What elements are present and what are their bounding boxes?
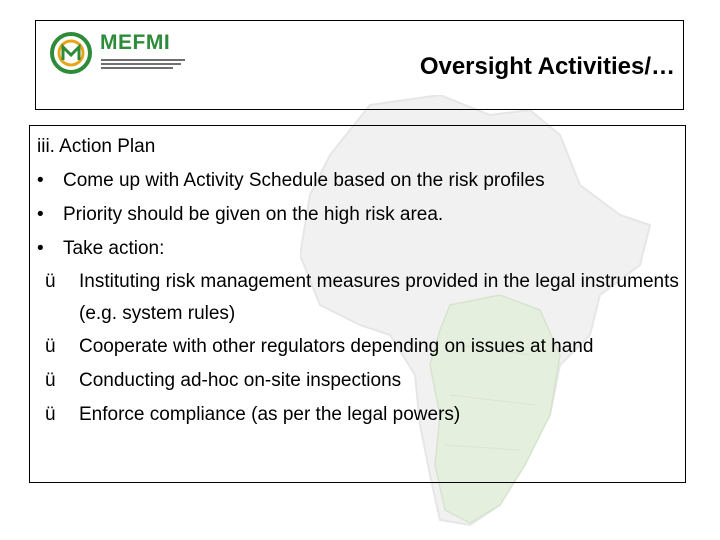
checkmark-icon: ü [45,336,56,357]
bullet-icon: • [37,170,44,191]
content-body [37,130,682,432]
header-box [35,20,684,110]
checkmark-icon: ü [45,370,56,391]
bullet-text: Come up with Activity Schedule based on the risk profiles [63,170,545,191]
check-item [37,266,682,330]
check-item [37,330,682,364]
check-item [37,364,682,398]
check-item [37,398,682,432]
slide-title: Oversight Activities/… [419,53,675,80]
bullet-icon: • [37,238,44,259]
check-text: Enforce compliance (as per the legal powers) [79,404,461,425]
checkmark-icon: ü [45,271,56,292]
check-text: Instituting risk management measures provided in the legal instruments (e.g. system rules) [79,271,679,324]
mefmi-logo [48,28,184,74]
bullet-icon: • [37,204,44,225]
checkmark-icon: ü [45,404,56,425]
bullet-text: Take action: [63,238,165,259]
bullet-text: Priority should be given on the high risk area. [63,204,444,225]
logo-wordmark: MEFMI [100,31,171,54]
check-text: Cooperate with other regulators depending on issues at hand [79,336,594,357]
bullet-item [37,232,682,266]
section-heading: iii. Action Plan [37,136,156,157]
check-text: Conducting ad-hoc on-site inspections [79,370,402,391]
logo-tagline [101,59,185,71]
logo-emblem-icon [48,30,94,76]
bullet-item [37,164,682,198]
bullet-item [37,198,682,232]
